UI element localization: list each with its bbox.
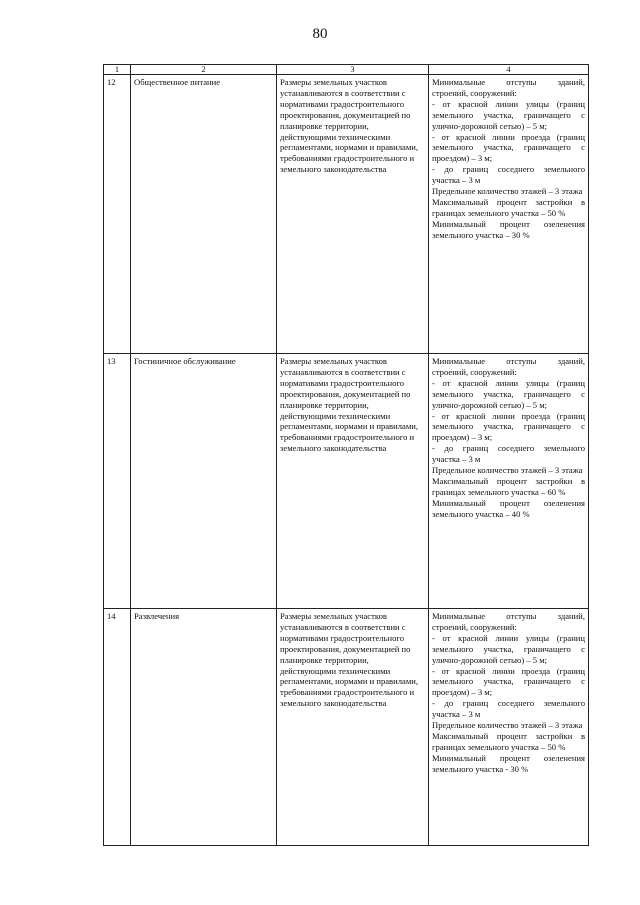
zoning-table <box>103 64 589 846</box>
param-line: - до границ соседнего земельного участка – 3 м <box>432 443 585 465</box>
row-number: 14 <box>104 609 131 846</box>
use-type-name: Развлечения <box>131 609 277 846</box>
plot-size-requirements: Размеры земельных участков устанавливаются в соответствии с нормативами градостроительного проектирования, документацией по планировке территории, действующими техническими регламентами, нормами и правилами, требованиями градостроительного и земельного законодательства <box>277 75 429 354</box>
table-row <box>104 75 589 354</box>
use-type-name: Гостиничное обслуживание <box>131 354 277 609</box>
plot-size-requirements: Размеры земельных участков устанавливаются в соответствии с нормативами градостроительного проектирования, документацией по планировке территории, действующими техническими регламентами, нормами и правилами, требованиями градостроительного и земельного законодательства <box>277 354 429 609</box>
param-line: Минимальные отступы зданий, строений, сооружений: <box>432 611 585 632</box>
param-line: Максимальный процент застройки в границах земельного участка – 50 % <box>432 730 585 752</box>
param-line: Максимальный процент застройки в границах земельного участка – 50 % <box>432 196 585 218</box>
building-parameters <box>429 354 589 609</box>
param-line: - от красной линии улицы (границ земельного участка, граничащего с улично-дорожной сетью) – 5 м; <box>432 377 585 410</box>
param-line: - до границ соседнего земельного участка – 3 м <box>432 698 585 720</box>
table-row <box>104 354 589 609</box>
param-line: - от красной линии улицы (границ земельного участка, граничащего с улично-дорожной сетью) – 5 м; <box>432 98 585 131</box>
param-line: Предельное количество этажей – 3 этажа <box>432 186 583 197</box>
header-col-2: 2 <box>131 65 277 75</box>
header-col-1: 1 <box>104 65 131 75</box>
building-parameters <box>429 609 589 846</box>
param-line: Предельное количество этажей – 3 этажа <box>432 720 583 731</box>
building-parameters <box>429 75 589 354</box>
table-header-row <box>104 65 589 75</box>
header-col-3: 3 <box>277 65 429 75</box>
param-line: Максимальный процент застройки в границах земельного участка – 60 % <box>432 475 585 497</box>
table-row <box>104 609 589 846</box>
param-line: Минимальный процент озеленения земельного участка - 30 % <box>432 752 585 774</box>
page-number: 80 <box>312 26 328 42</box>
use-type-name: Общественное питание <box>131 75 277 354</box>
param-line: - от красной линии проезда (границ земельного участка, граничащего с проездом) – 3 м; <box>432 410 585 443</box>
row-number: 13 <box>104 354 131 609</box>
param-line: Минимальные отступы зданий, строений, сооружений: <box>432 356 585 377</box>
plot-size-requirements: Размеры земельных участков устанавливаются в соответствии с нормативами градостроительного проектирования, документацией по планировке территории, действующими техническими регламентами, нормами и правилами, требованиями градостроительного и земельного законодательства <box>277 609 429 846</box>
param-line: - от красной линии улицы (границ земельного участка, граничащего с улично-дорожной сетью) – 5 м; <box>432 632 585 665</box>
header-col-4: 4 <box>429 65 589 75</box>
row-number: 12 <box>104 75 131 354</box>
param-line: - до границ соседнего земельного участка – 3 м <box>432 164 585 186</box>
param-line: - от красной линии проезда (границ земельного участка, граничащего с проездом) – 3 м; <box>432 665 585 698</box>
param-line: Предельное количество этажей – 3 этажа <box>432 465 583 476</box>
param-line: - от красной линии проезда (границ земельного участка, граничащего с проездом) – 3 м; <box>432 131 585 164</box>
param-line: Минимальный процент озеленения земельного участка – 30 % <box>432 218 585 240</box>
param-line: Минимальные отступы зданий, строений, сооружений: <box>432 77 585 98</box>
param-line: Минимальный процент озеленения земельного участка – 40 % <box>432 497 585 519</box>
